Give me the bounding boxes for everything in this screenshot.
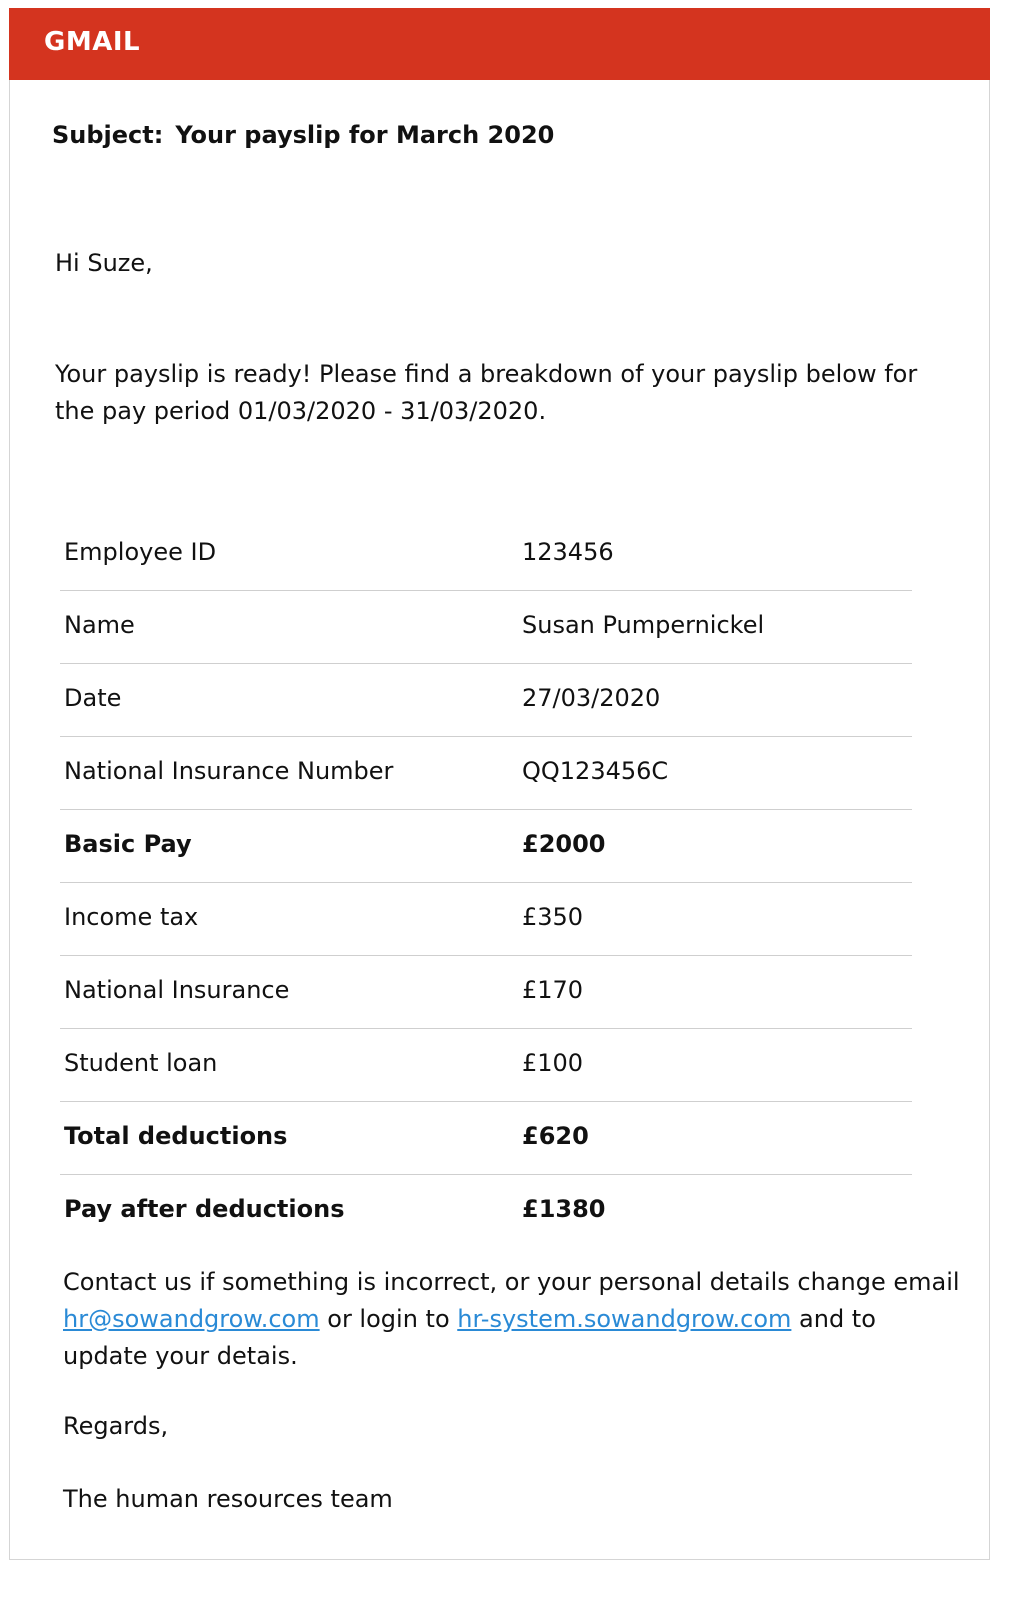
- subject-text: Your payslip for March 2020: [175, 121, 555, 149]
- row-label: Pay after deductions: [64, 1195, 345, 1223]
- row-label: Student loan: [64, 1049, 218, 1077]
- brand-logo[interactable]: GMAIL: [44, 27, 141, 57]
- email-greeting: Hi Suze,: [55, 249, 153, 277]
- contact-text-3: and to update your detais.: [63, 1305, 876, 1370]
- row-value: 27/03/2020: [522, 684, 661, 712]
- email-header-bar: [9, 8, 990, 80]
- sign-off: Regards,: [63, 1412, 169, 1440]
- table-row-employee-id: [60, 518, 912, 591]
- row-label: Total deductions: [64, 1122, 288, 1150]
- row-label: Employee ID: [64, 538, 217, 566]
- row-value: £350: [522, 903, 584, 931]
- table-row-income-tax: [60, 883, 912, 956]
- row-value: £2000: [522, 830, 606, 858]
- row-value: £620: [522, 1122, 589, 1150]
- subject-label: Subject:: [52, 121, 164, 149]
- contact-text-2: or login to: [319, 1305, 458, 1333]
- row-value: QQ123456C: [522, 757, 669, 785]
- table-row-pay-after-deductions: [60, 1175, 912, 1247]
- row-label: Name: [64, 611, 135, 639]
- row-value: £100: [522, 1049, 584, 1077]
- table-row-total-deductions: [60, 1102, 912, 1175]
- email-subject: [52, 121, 554, 149]
- table-row-name: [60, 591, 912, 664]
- row-label: National Insurance Number: [64, 757, 394, 785]
- row-label: Income tax: [64, 903, 199, 931]
- row-label: Basic Pay: [64, 830, 192, 858]
- row-value: 123456: [522, 538, 614, 566]
- row-value: £170: [522, 976, 584, 1004]
- row-value: Susan Pumpernickel: [522, 611, 765, 639]
- row-value: £1380: [522, 1195, 606, 1223]
- hr-system-link[interactable]: hr-system.sowandgrow.com: [457, 1305, 792, 1333]
- table-row-ni-number: [60, 737, 912, 810]
- row-label: Date: [64, 684, 122, 712]
- row-label: National Insurance: [64, 976, 290, 1004]
- email-intro: Your payslip is ready! Please find a breakdown of your payslip below for the pay period 01/03/2020 - 31/03/2020.: [55, 360, 918, 425]
- contact-text-1: Contact us if something is incorrect, or your personal details change email: [63, 1268, 960, 1296]
- table-row-basic-pay: [60, 810, 912, 883]
- contact-paragraph: [63, 1264, 963, 1375]
- hr-email-link[interactable]: hr@sowandgrow.com: [63, 1305, 320, 1333]
- sender-signature: The human resources team: [63, 1485, 393, 1513]
- payslip-table: [60, 518, 912, 1247]
- table-row-date: [60, 664, 912, 737]
- table-row-student-loan: [60, 1029, 912, 1102]
- table-row-national-insurance: [60, 956, 912, 1029]
